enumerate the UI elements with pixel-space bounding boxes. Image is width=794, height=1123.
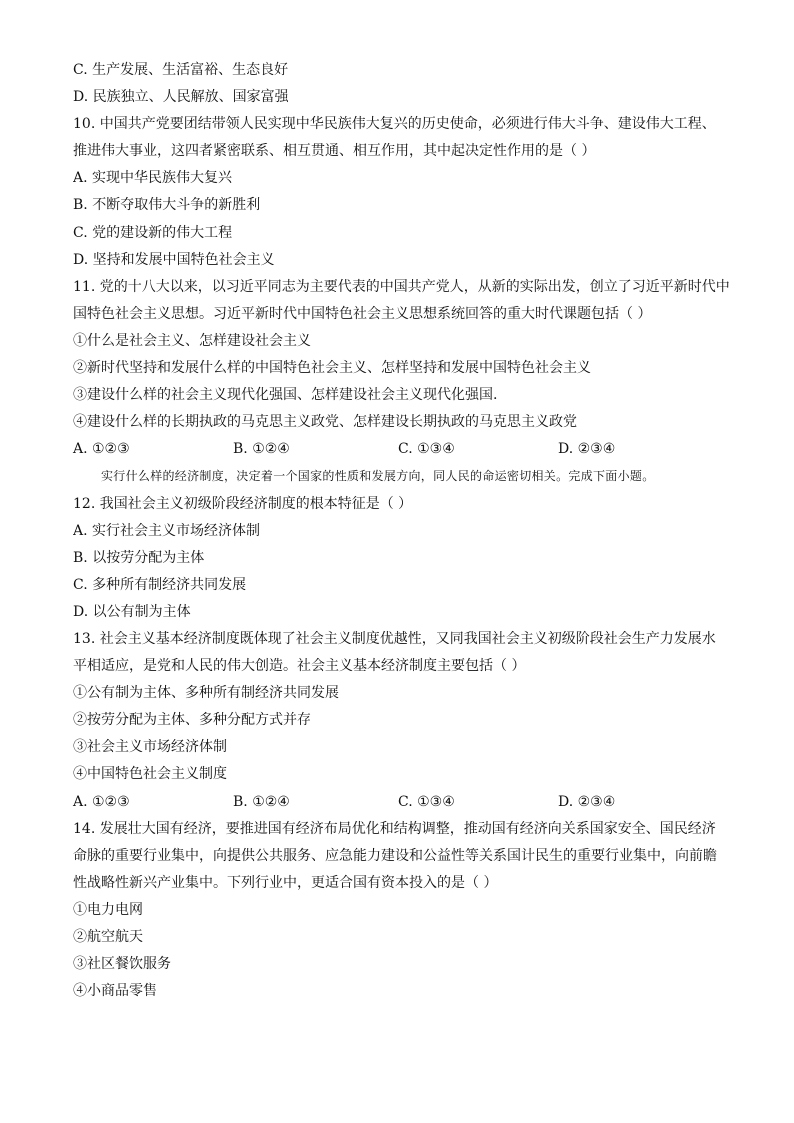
q13-item-2: ②按劳分配为主体、多种分配方式并存 xyxy=(73,712,311,729)
q9-option-c: C. 生产发展、生活富裕、生态良好 xyxy=(73,62,289,78)
q12-option-b: B. 以按劳分配为主体 xyxy=(73,549,205,566)
q11-item-4: ④建设什么样的长期执政的马克思主义政党、怎样建设长期执政的马克思主义政党 xyxy=(73,414,577,431)
q14-item-3: ③社区餐饮服务 xyxy=(73,956,171,973)
q10-stem-line1: 10. 中国共产党要团结带领人民实现中华民族伟大复兴的历史使命，必须进行伟大斗争、建设伟大工程、 xyxy=(73,116,716,133)
q14-stem-line2: 命脉的重要行业集中，向提供公共服务、应急能力建设和公益性等关系国计民生的重要行业集中，向前瞻 xyxy=(73,847,717,864)
q11-choice-d: D. ②③④ xyxy=(558,441,616,458)
q11-stem-line1: 11. 党的十八大以来，以习近平同志为主要代表的中国共产党人，从新的实际出发，创立了习近平新时代中 xyxy=(73,278,730,295)
q13-choice-c: C. ①③④ xyxy=(398,793,455,810)
q11-stem-line2: 国特色社会主义思想。习近平新时代中国特色社会主义思想系统回答的重大时代课题包括（ ） xyxy=(73,305,652,322)
q12-option-a: A. 实行社会主义市场经济体制 xyxy=(73,522,261,539)
q11-item-3: ③建设什么样的社会主义现代化强国、怎样建设社会主义现代化强国. xyxy=(73,387,498,404)
q14-item-4: ④小商品零售 xyxy=(73,983,157,1000)
q14-stem-line3: 性战略性新兴产业集中。下列行业中，更适合国有资本投入的是（ ） xyxy=(73,874,498,891)
q14-stem-line1: 14. 发展壮大国有经济，要推进国有经济布局优化和结构调整，推动国有经济向关系国家安全、国民经济 xyxy=(73,820,716,837)
q13-item-3: ③社会主义市场经济体制 xyxy=(73,739,227,756)
q13-stem-line2: 平相适应，是党和人民的伟大创造。社会主义基本经济制度主要包括（ ） xyxy=(73,658,526,675)
q10-option-a: A. 实现中华民族伟大复兴 xyxy=(73,170,233,187)
q12-stem: 12. 我国社会主义初级阶段经济制度的根本特征是（ ） xyxy=(73,495,413,512)
q11-item-2: ②新时代坚持和发展什么样的中国特色社会主义、怎样坚持和发展中国特色社会主义 xyxy=(73,360,591,377)
q10-option-d: D. 坚持和发展中国特色社会主义 xyxy=(73,251,275,268)
q11-choices xyxy=(73,436,733,463)
q13-item-1: ①公有制为主体、多种所有制经济共同发展 xyxy=(73,685,339,702)
q11-choice-a: A. ①②③ xyxy=(73,441,130,458)
q13-choice-b: B. ①②④ xyxy=(233,793,290,810)
q14-item-1: ①电力电网 xyxy=(73,901,143,918)
exam-page xyxy=(73,57,733,1005)
material-intro: 实行什么样的经济制度，决定着一个国家的性质和发展方向，同人民的命运密切相关。完成下面小题。 xyxy=(101,469,655,484)
q9-option-d: D. 民族独立、人民解放、国家富强 xyxy=(73,89,289,106)
q12-option-d: D. 以公有制为主体 xyxy=(73,603,191,620)
q10-option-b: B. 不断夺取伟大斗争的新胜利 xyxy=(73,197,261,214)
q13-item-4: ④中国特色社会主义制度 xyxy=(73,766,227,783)
q13-choice-d: D. ②③④ xyxy=(558,793,616,810)
q11-choice-c: C. ①③④ xyxy=(398,441,455,458)
q14-item-2: ②航空航天 xyxy=(73,929,143,945)
q10-stem-line2: 推进伟大事业，这四者紧密联系、相互贯通、相互作用，其中起决定性作用的是（ ） xyxy=(73,143,596,160)
q13-choices xyxy=(73,789,733,816)
q10-option-c: C. 党的建设新的伟大工程 xyxy=(73,224,233,241)
q13-choice-a: A. ①②③ xyxy=(73,793,130,810)
q11-item-1: ①什么是社会主义、怎样建设社会主义 xyxy=(73,332,311,349)
q11-choice-b: B. ①②④ xyxy=(233,441,290,458)
q13-stem-line1: 13. 社会主义基本经济制度既体现了社会主义制度优越性，又同我国社会主义初级阶段社会生产力发展水 xyxy=(73,630,716,647)
q12-option-c: C. 多种所有制经济共同发展 xyxy=(73,576,247,593)
